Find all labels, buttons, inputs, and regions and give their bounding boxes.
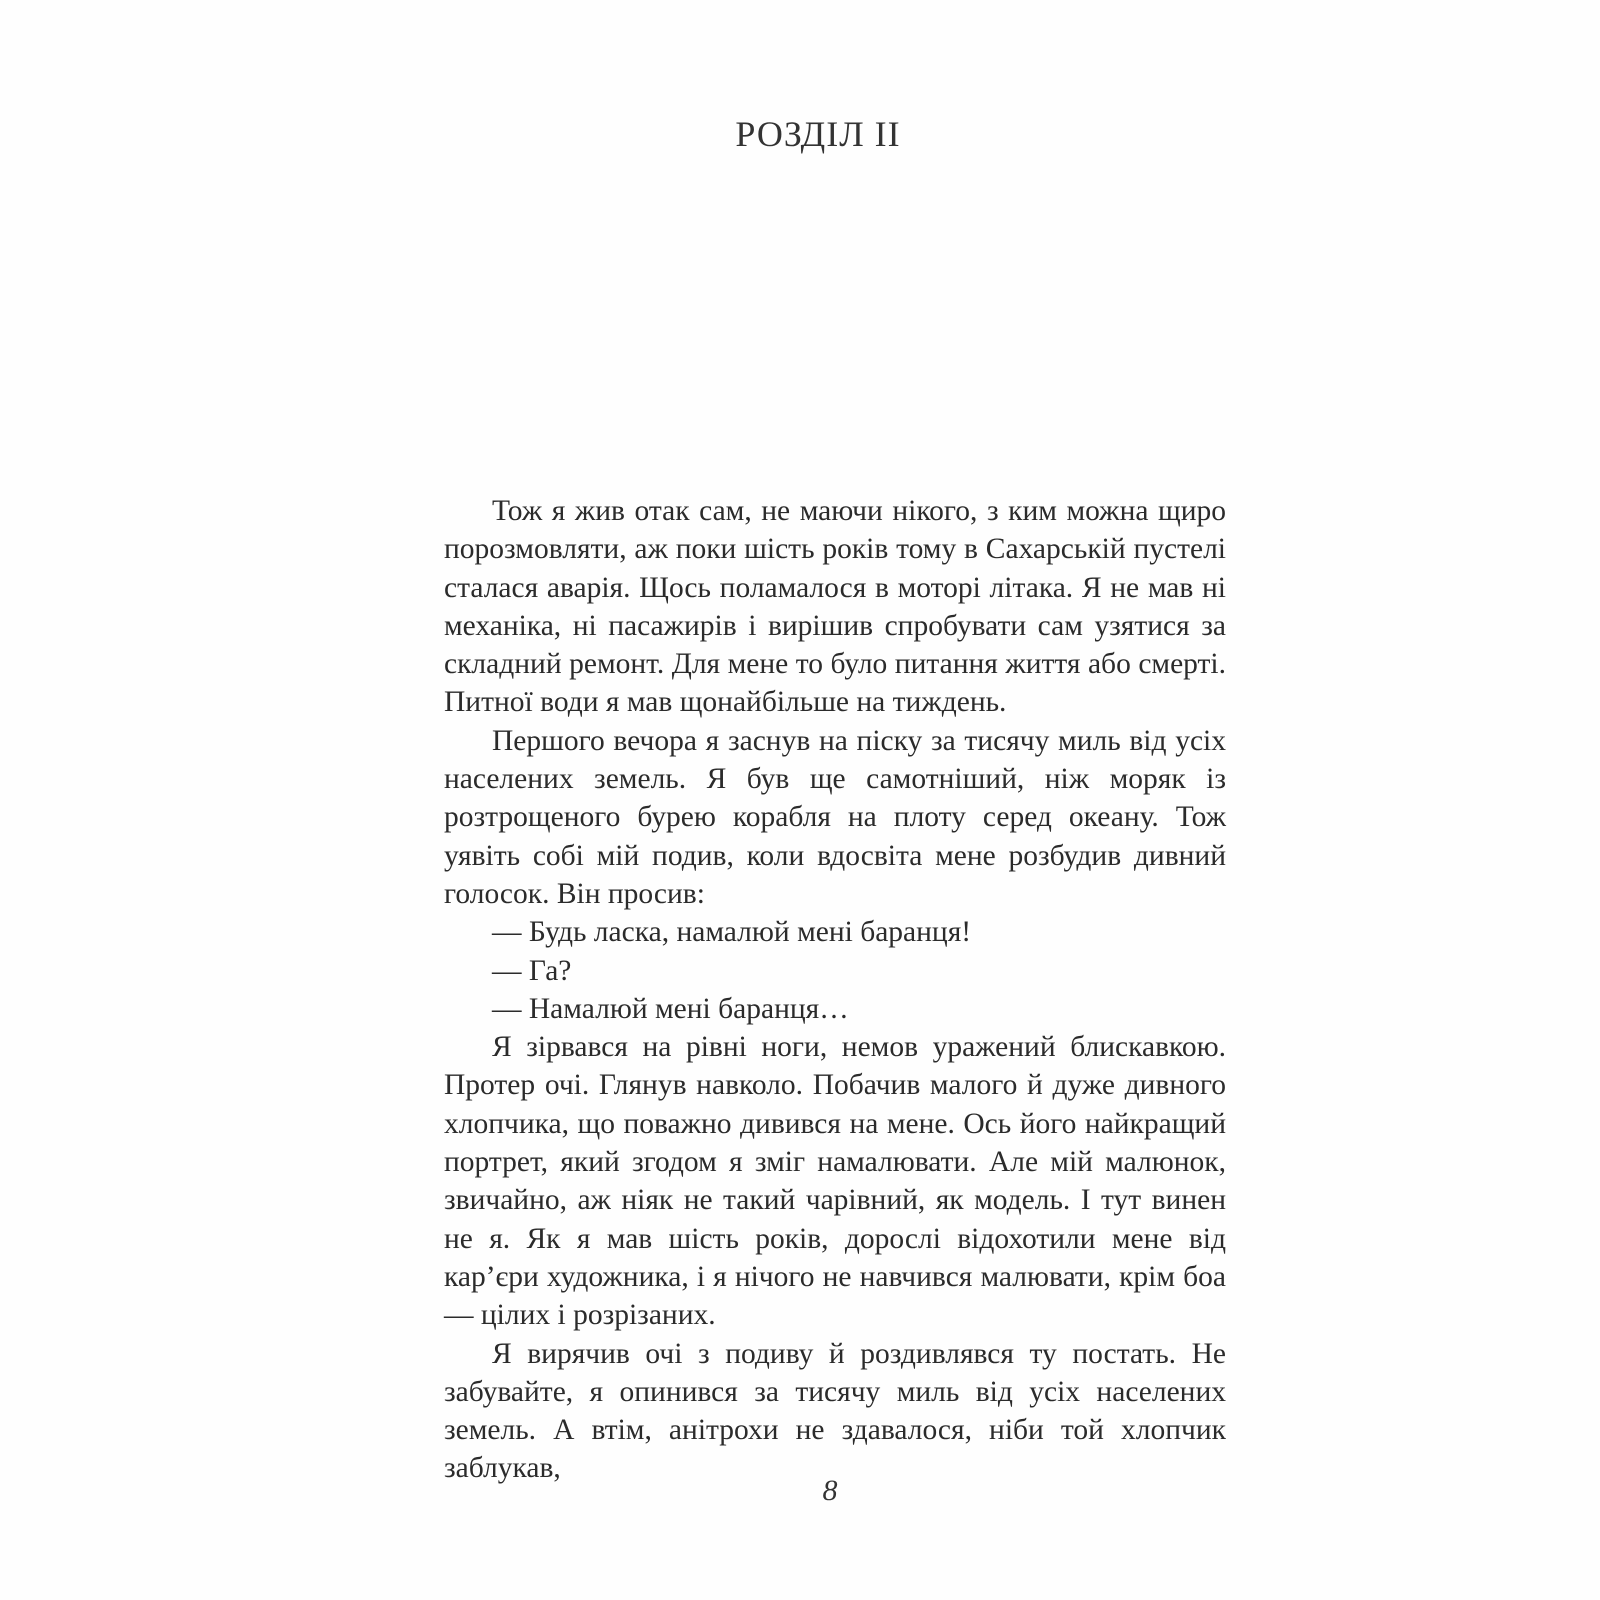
page-number: 8 <box>822 1474 838 1507</box>
paragraph: Першого вечора я заснув на піску за тисячу миль від усіх населених земель. Я був ще самотніший, ніж моряк із розтрощеного бурею корабля на плоту серед океану. Тож уявіть собі мій подив, коли вдосвіта мене розбудив дивний голосок. Він просив: <box>444 724 1226 910</box>
paragraph: Тож я жив отак сам, не маючи нікого, з ким можна щиро порозмовляти, аж поки шість років тому в Сахарській пустелі сталася аварія. Щось поламалося в моторі літака. Я не мав ні механіка, ні пасажирів і вирішив спробувати сам узятися за складний ремонт. Для мене то було питання життя або смерті. Питної води я мав щонайбільше на тиждень. <box>444 495 1226 719</box>
paragraph: Я зірвався на рівні ноги, немов уражений блискавкою. Протер очі. Глянув навколо. Побачив малого й дуже дивного хлопчика, що поважно дивився на мене. Ось його найкращий портрет, який згодом я зміг намалювати. Але мій малюнок, звичайно, аж ніяк не такий чарівний, як модель. І тут винен не я. Як я мав шість років, дорослі відохотили мене від кар’єри художника, і я нічого не навчився малювати, крім боа — цілих і розрізаних. <box>444 1031 1226 1332</box>
body-text <box>444 492 1226 1488</box>
dialogue-line: — Га? <box>492 954 572 987</box>
dialogue-line: — Намалюй мені баранця… <box>492 992 849 1025</box>
paragraph: Я вирячив очі з подиву й роздивлявся ту постать. Не забувайте, я опинився за тисячу миль від усіх населених земель. А втім, анітрохи не здавалося, ніби той хлопчик заблукав, <box>444 1337 1226 1485</box>
dialogue-line: — Будь ласка, намалюй мені баранця! <box>492 916 972 949</box>
chapter-title: РОЗДІЛ II <box>735 114 901 154</box>
